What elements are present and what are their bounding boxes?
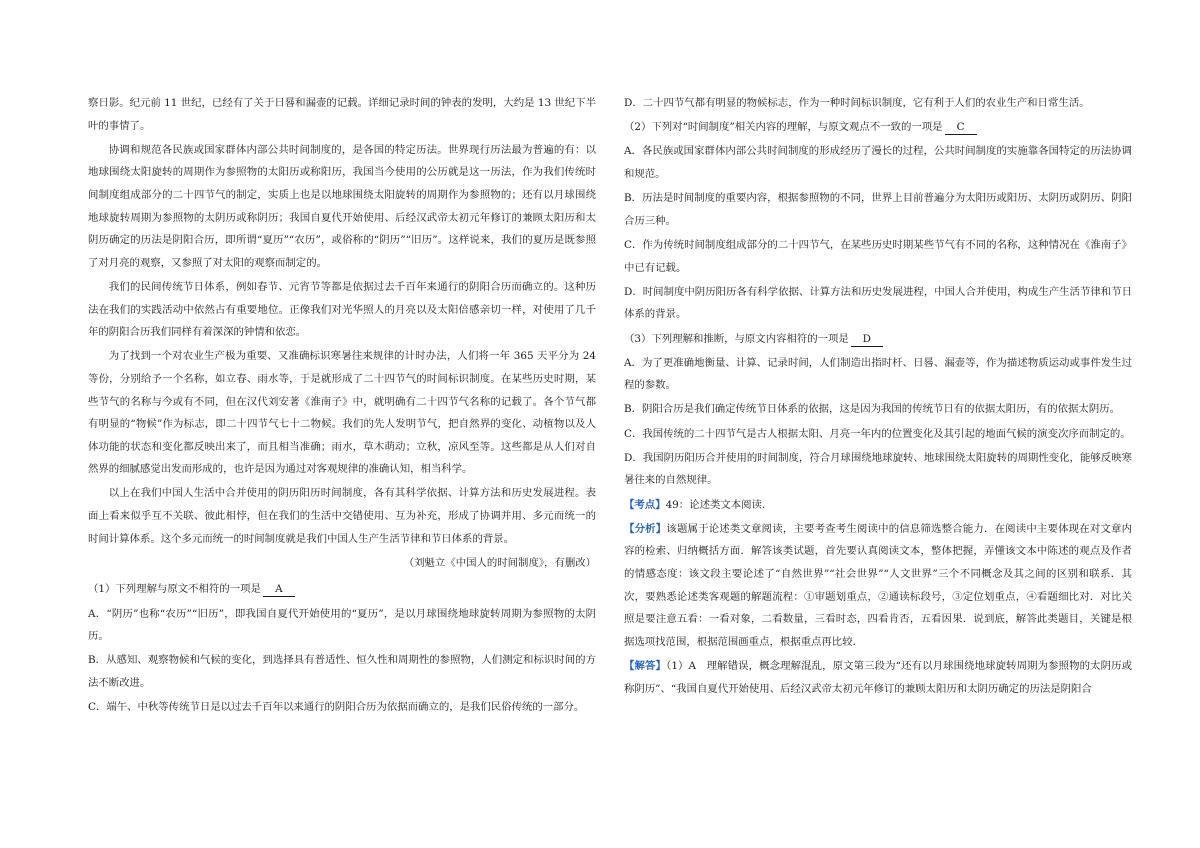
jieda-tag: 【解答】 (624, 659, 667, 672)
question-3-option-b: B．阴阳合历是我们确定传统节日体系的依据，这是因为我国的传统节日有的依据太阳历，有的依据太阴历。 (624, 403, 1120, 416)
paragraph-2: 协调和规范各民族或国家群体内部公共时间制度的，是各国的特定历法。世界现行历法最为普遍的有：以地球围绕太阳旋转的周期作为参照物的太阳历或称阳历，我国当今使用的公历就是这一历法，作为我们传统时间制度组成部分的二十四节气的制定，实质上也是以地球围绕太阳旋转的周期作为参照物的；还有以月球围绕地球旋转周期为参照物的太阴历或称阴历；我国自夏代开始使用、后经汉武帝太初元年修订的兼顾太阳历和太阴历确定的历法是阴阳合历，即所谓“夏历”“农历”，或俗称的“阴历”“旧历”。这样说来，我们的夏历是既参照了对月亮的观察，又参照了对太阳的观察而制定的。 (88, 143, 596, 269)
jieda-section (624, 655, 1132, 700)
question-3-option-a: A．为了更准确地衡量、计算、记录时间，人们制造出指时杆、日晷、漏壶等，作为描述物质运动或事件发生过程的参数。 (624, 356, 1132, 392)
source-citation: （刘魁立《中国人的时间制度》，有删改） (403, 556, 596, 569)
fenxi-text: 该题属于论述类文章阅读，主要考查考生阅读中的信息筛选整合能力．在阅读中主要体现在对文章内容的检索、归纳概括方面．解答该类试题，首先要认真阅读文本，整体把握，弄懂该文本中陈述的观点及作者的情感态度：该文段主要论述了“自然世界”“社会世界”“人文世界”三个不同概念及其之间的区别和联系．其次，要熟悉论述类客观题的解题流程：①审题划重点，②通读标段号，③定位划重点，④看题细比对．对比关照是要注意五看：一看对象，二看数量，三看时态，四看肯否，五看因果．说到底，解答此类题目，关键是根据选项找范围，根据范围画重点，根据重点再比较． (624, 522, 1133, 648)
question-2-answer: C (945, 121, 977, 135)
question-1-option-b: B．从感知、观察物候和气候的变化，到选择具有普适性、恒久性和周期性的参照物，人们测定和标识时间的方法不断改进。 (88, 654, 596, 689)
right-column (624, 92, 1132, 702)
question-1-answer: A (263, 583, 295, 597)
left-column (88, 92, 596, 720)
question-2-option-b: B．历法是时间制度的重要内容，根据参照物的不同，世界上目前普遍分为太阳历或阳历、太阴历或阴历、阴阳合历三种。 (624, 192, 1132, 227)
question-1-option-a: A．“阴历”也称“农历”“旧历”，即我国自夏代开始使用的“夏历”，是以月球围绕地球旋转周期为参照物的太阴历。 (88, 607, 596, 643)
question-3-answer: D (851, 333, 883, 347)
kaodian-text: 49：论述类文本阅读. (665, 498, 766, 511)
question-1-option-c: C．端午、中秋等传统节日是以过去千百年以来通行的阴阳合历为依据而确立的，是我们民俗传统的一部分。 (88, 701, 585, 714)
question-3-option-c: C．我国传统的二十四节气是古人根据太阳、月亮一年内的位置变化及其引起的地面气候的演变次序而制定的。 (624, 427, 1131, 440)
question-1-option-d: D．二十四节气都有明显的物候标志，作为一种时间标识制度，它有利于人们的农业生产和日常生活。 (624, 97, 1090, 109)
question-1-stem (88, 578, 596, 601)
question-2-option-d: D．时间制度中阴历阳历各有科学依据、计算方法和历史发展进程，中国人合并使用，构成生产生活节律和节日体系的背景。 (624, 285, 1132, 321)
question-3-text: （3）下列理解和推断，与原文内容相符的一项是 (624, 332, 849, 345)
question-1-text: （1）下列理解与原文不相符的一项是 (88, 583, 261, 596)
kaodian-tag: 【考点】 (624, 498, 666, 511)
question-2-text: （2）下列对“时间制度”相关内容的理解，与原文观点不一致的一项是 (624, 121, 943, 134)
kaodian-section (624, 494, 1132, 517)
jieda-text: （1）A 理解错误，概念理解混乱，原文第三段为“还有以月球围绕地球旋转周期为参照物的太阴历或称阴历”、“我国自夏代开始使用、后经汉武帝太初元年修订的兼顾太阳历和太阴历确定的历法是阴阳合 (624, 659, 1132, 695)
question-3-stem (624, 328, 1132, 351)
question-2-stem (624, 116, 1132, 139)
paragraph-4: 为了找到一个对农业生产极为重要、又准确标识寒暑往来规律的计时办法，人们将一年 365 天平分为 24 等份，分别给予一个名称，如立春、雨水等，于是就形成了二十四节气的时间标识制度。在某些历史时期，某些节气的名称与今或有不同，但在汉代刘安著《淮南子》中，就明确有二十四节气名称的记载了。各个节气都有明显的“物候”作为标志，即二十四节气七十二物候。我们的先人发明节气，把自然界的变化、动植物以及人体功能的状态和变化都反映出来了，而且相当准确；雨水，草木萌动；立秋，凉风至等。这些都是从人们对自然界的细腻感觉出发而形成的，也许是因为通过对客观规律的准确认知，相当科学。 (88, 350, 596, 476)
question-2-option-c: C．作为传统时间制度组成部分的二十四节气，在某些历史时期某些节气有不同的名称，这种情况在《淮南子》中已有记载。 (624, 238, 1132, 274)
fenxi-tag: 【分析】 (624, 522, 667, 535)
question-3-option-d: D．我国阴历阳历合并使用的时间制度，符合月球围绕地球旋转、地球围绕太阳旋转的周期性变化，能够反映寒暑往来的自然规律。 (624, 451, 1132, 487)
fenxi-section (624, 518, 1132, 654)
paragraph-5: 以上在我们中国人生活中合并使用的阴历阳历时间制度，各有其科学依据、计算方法和历史发展进程。表面上看来似乎互不关联、彼此相悖，但在我们的生活中交错使用、互为补充，形成了协调并用、多元而统一的时间计算体系。这个多元而统一的时间制度就是我们中国人生产生活节律和节日体系的背景。 (88, 487, 596, 545)
paragraph-3: 我们的民间传统节日体系，例如春节、元宵节等都是依据过去千百年来通行的阴阳合历而确立的。这种历法在我们的实践活动中依然占有重要地位。正像我们对光华照人的月亮以及太阳倍感亲切一样，对使用了几千年的阴阳合历我们同样有着深深的钟情和依恋。 (88, 280, 596, 339)
paragraph-1: 察日影。纪元前 11 世纪，已经有了关于日晷和漏壶的记载。详细记录时间的钟表的发明，大约是 13 世纪下半叶的事情了。 (88, 97, 596, 132)
question-2-option-a: A．各民族或国家群体内部公共时间制度的形成经历了漫长的过程，公共时间制度的实施靠各国特定的历法协调和规范。 (624, 145, 1132, 180)
